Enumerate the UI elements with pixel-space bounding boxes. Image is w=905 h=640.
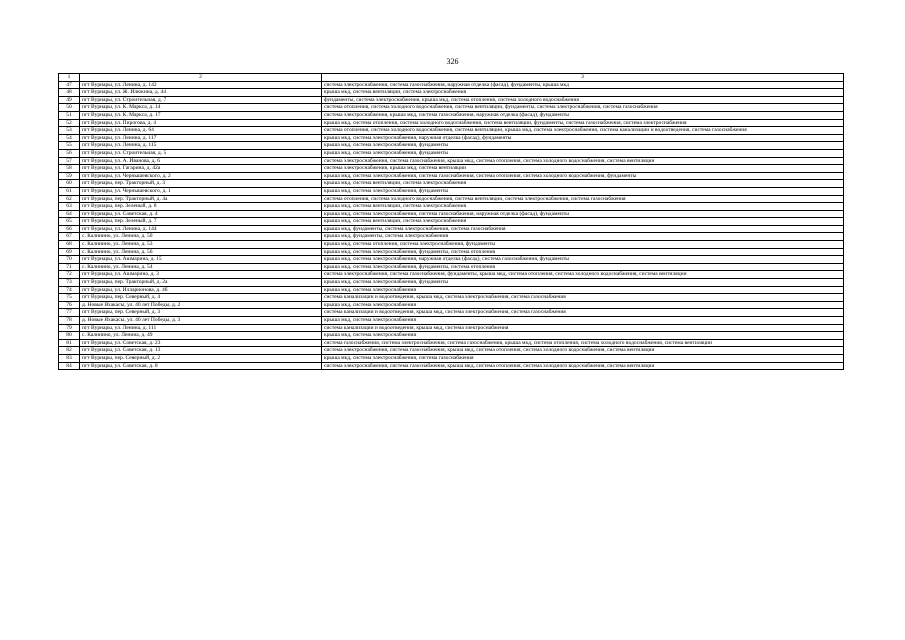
table-row bbox=[59, 195, 844, 203]
works-cell: крыша мкд, система электроснабжения, система газоснабжения, система отопления, система холодного водоснабжения, фундаменты bbox=[322, 172, 844, 180]
table-row bbox=[59, 172, 844, 180]
row-number-cell: 63 bbox=[59, 203, 80, 211]
address-cell: с. Калинино, ул. Ленина, д. 49 bbox=[80, 332, 322, 340]
works-cell: крыша мкд, система электроснабжения, фундаменты bbox=[322, 187, 844, 195]
row-number-cell: 70 bbox=[59, 256, 80, 264]
address-cell: пгт Вурнары, ул. Пирогова, д. 4 bbox=[80, 119, 322, 127]
row-number-cell: 64 bbox=[59, 210, 80, 218]
works-cell: крыша мкд, система вентиляции, система электроснабжения bbox=[322, 180, 844, 188]
address-cell: пгт Вурнары, ул. Советская, д. 23 bbox=[80, 339, 322, 347]
address-cell: пгт Вурнары, ул. А. Иванова, д. 6 bbox=[80, 157, 322, 165]
address-cell: д. Новые Яхакасы, ул. 40 лет Победы, д. 2 bbox=[80, 301, 322, 309]
row-number-cell: 52 bbox=[59, 119, 80, 127]
address-cell: пгт Вурнары, ул. Советская, д. 8 bbox=[80, 362, 322, 370]
table-row bbox=[59, 157, 844, 165]
address-cell: пгт Вурнары, ул. Чернышевского, д. 1 bbox=[80, 187, 322, 195]
address-cell: пгт Вурнары, ул. Гагарина, д. 42а bbox=[80, 165, 322, 173]
address-cell: пгт Вурнары, пер. Северный, д. 2 bbox=[80, 354, 322, 362]
row-number-cell: 49 bbox=[59, 96, 80, 104]
row-number-cell: 50 bbox=[59, 104, 80, 112]
works-cell: система отопления, система холодного водоснабжения, система вентиляции, система электроснабжения, система газоснабжения bbox=[322, 195, 844, 203]
address-cell: пгт Вурнары, ул. Ленина, д. 115 bbox=[80, 142, 322, 150]
row-number-cell: 68 bbox=[59, 241, 80, 249]
row-number-cell: 56 bbox=[59, 149, 80, 157]
address-cell: пгт Вурнары, пер. Северный, д. 4 bbox=[80, 294, 322, 302]
address-cell: пгт Вурнары, ул. Ленина, д. 144 bbox=[80, 225, 322, 233]
page-number: 326 bbox=[446, 57, 459, 66]
table-row bbox=[59, 96, 844, 104]
works-cell: крыша мкд, система электроснабжения, фундаменты bbox=[322, 142, 844, 150]
row-number-cell: 69 bbox=[59, 248, 80, 256]
table-row bbox=[59, 248, 844, 256]
address-cell: пгт Вурнары, ул. Илларионова, д. 4б bbox=[80, 286, 322, 294]
table-row bbox=[59, 332, 844, 340]
repair-works-table bbox=[58, 73, 844, 370]
works-cell: крыша мкд, система электроснабжения, наружная отделка (фасад), система газоснабжения, фундаменты bbox=[322, 256, 844, 264]
works-cell: крыша мкд, система электроснабжения, система газоснабжения, наружная отделка (фасад), фундаменты bbox=[322, 210, 844, 218]
works-cell: крыша мкд, система электроснабжения bbox=[322, 286, 844, 294]
address-cell: пгт Вурнары, ул. Строительная, д. 5 bbox=[80, 149, 322, 157]
works-cell: крыша мкд, система отопления, система электроснабжения, фундаменты bbox=[322, 241, 844, 249]
row-number-cell: 71 bbox=[59, 263, 80, 271]
row-number-cell: 73 bbox=[59, 279, 80, 287]
address-cell: с. Калинино, ул. Ленина, д. 53 bbox=[80, 241, 322, 249]
works-cell: система электроснабжения, система газоснабжения, фундаменты, крыша мкд, система отопления, система холодного водоснабжения, система вентиляции bbox=[322, 271, 844, 279]
works-cell: крыша мкд, система электроснабжения bbox=[322, 332, 844, 340]
works-cell: крыша мкд, система электроснабжения, фундаменты, система отопления bbox=[322, 248, 844, 256]
row-number-cell: 72 bbox=[59, 271, 80, 279]
row-number-cell: 48 bbox=[59, 89, 80, 97]
row-number-cell: 81 bbox=[59, 339, 80, 347]
table-row bbox=[59, 81, 844, 89]
address-cell: пгт Вурнары, пер. Тракторный, д. 4а bbox=[80, 195, 322, 203]
row-number-cell: 53 bbox=[59, 127, 80, 135]
table-row bbox=[59, 134, 844, 142]
works-cell: крыша мкд, система вентиляции, система электроснабжения bbox=[322, 203, 844, 211]
address-cell: пгт Вурнары, ул. Ашмарина, д. 15 bbox=[80, 256, 322, 264]
address-cell: пгт Вурнары, ул. Ленина, д. 117 bbox=[80, 134, 322, 142]
row-number-cell: 60 bbox=[59, 180, 80, 188]
works-cell: крыша мкд, система электроснабжения, фундаменты bbox=[322, 149, 844, 157]
table-row bbox=[59, 339, 844, 347]
row-number-cell: 58 bbox=[59, 165, 80, 173]
address-cell: пгт Вурнары, пер. Зеленый, д. 7 bbox=[80, 218, 322, 226]
works-cell: крыша мкд, фундаменты, система электроснабжения, система газоснабжения bbox=[322, 225, 844, 233]
works-cell: крыша мкд, система отопления, система холодного водоснабжения, система вентиляции, фундаменты, система газоснабжения, система электроснабжения bbox=[322, 119, 844, 127]
works-cell: система электроснабжения, крыша мкд, система вентиляции bbox=[322, 165, 844, 173]
works-cell: крыша мкд, система вентиляции, система электроснабжения bbox=[322, 218, 844, 226]
works-cell: система отопления, система холодного водоснабжения, система вентиляции, крыша мкд, система электроснабжения, система канализации и водоотведения, система газоснабжения bbox=[322, 127, 844, 135]
table-row bbox=[59, 279, 844, 287]
table-row bbox=[59, 241, 844, 249]
table-row bbox=[59, 119, 844, 127]
works-cell: крыша мкд, система электроснабжения, наружная отделка (фасад), фундаменты bbox=[322, 134, 844, 142]
works-cell: крыша мкд, система электроснабжения, фундаменты bbox=[322, 279, 844, 287]
address-cell: пгт Вурнары, ул. Ленина, д. 64 bbox=[80, 127, 322, 135]
row-number-cell: 57 bbox=[59, 157, 80, 165]
works-cell: крыша мкд, фундаменты, система электроснабжения bbox=[322, 233, 844, 241]
works-cell: крыша мкд, система электроснабжения bbox=[322, 317, 844, 325]
address-cell: пгт Вурнары, ул. Советская, д. 4 bbox=[80, 210, 322, 218]
works-cell: система электроснабжения, система газоснабжения, крыша мкд, система отопления, система холодного водоснабжения, система вентиляции bbox=[322, 362, 844, 370]
works-cell: крыша мкд, система электроснабжения bbox=[322, 301, 844, 309]
works-cell: система электроснабжения, крыша мкд, система газоснабжения, наружная отделка (фасад), фундаменты bbox=[322, 111, 844, 119]
table-row bbox=[59, 127, 844, 135]
row-number-cell: 74 bbox=[59, 286, 80, 294]
address-cell: с. Калинино, ул. Ленина, д. 50 bbox=[80, 233, 322, 241]
table-row bbox=[59, 210, 844, 218]
table-row bbox=[59, 362, 844, 370]
table-row bbox=[59, 218, 844, 226]
table-row bbox=[59, 180, 844, 188]
table-row bbox=[59, 165, 844, 173]
table-row bbox=[59, 317, 844, 325]
works-cell: система канализации и водоотведения, крыша мкд, система электроснабжения, система газоснабжения bbox=[322, 309, 844, 317]
column-number-1: 1 bbox=[59, 74, 80, 82]
table-row bbox=[59, 233, 844, 241]
table-row bbox=[59, 309, 844, 317]
address-cell: пгт Вурнары, ул. К. Маркса, д. 17 bbox=[80, 111, 322, 119]
address-cell: пгт Вурнары, пер. Зеленый, д. 8 bbox=[80, 203, 322, 211]
row-number-cell: 80 bbox=[59, 332, 80, 340]
address-cell: пгт Вурнары, ул. К. Маркса, д. 14 bbox=[80, 104, 322, 112]
table-header-row bbox=[59, 74, 844, 82]
works-cell: система отопления, система холодного водоснабжения, система вентиляции, фундаменты, система электроснабжения, система газоснабжения bbox=[322, 104, 844, 112]
row-number-cell: 76 bbox=[59, 301, 80, 309]
row-number-cell: 62 bbox=[59, 195, 80, 203]
row-number-cell: 61 bbox=[59, 187, 80, 195]
table-row bbox=[59, 104, 844, 112]
row-number-cell: 59 bbox=[59, 172, 80, 180]
table-row bbox=[59, 286, 844, 294]
row-number-cell: 83 bbox=[59, 354, 80, 362]
table-row bbox=[59, 142, 844, 150]
row-number-cell: 55 bbox=[59, 142, 80, 150]
table-row bbox=[59, 354, 844, 362]
works-cell: система электроснабжения, система газоснабжения, крыша мкд, система отопления, система холодного водоснабжения, система вентиляции bbox=[322, 347, 844, 355]
works-cell: крыша мкд, система электроснабжения, система газоснабжения bbox=[322, 354, 844, 362]
address-cell: пгт Вурнары, ул. Советская, д. 13 bbox=[80, 347, 322, 355]
row-number-cell: 65 bbox=[59, 218, 80, 226]
row-number-cell: 82 bbox=[59, 347, 80, 355]
row-number-cell: 79 bbox=[59, 324, 80, 332]
table-row bbox=[59, 149, 844, 157]
table-row bbox=[59, 89, 844, 97]
table-row bbox=[59, 111, 844, 119]
works-cell: крыша мкд, система электроснабжения, фундаменты, система отопления bbox=[322, 263, 844, 271]
row-number-cell: 78 bbox=[59, 317, 80, 325]
table-row bbox=[59, 203, 844, 211]
address-cell: с. Калинино, ул. Ленина, д. 56 bbox=[80, 248, 322, 256]
works-cell: система газоснабжения, система электроснабжения, система газоснабжения, крыша мкд, система отопления, система холодного водоснабжения, система вентиляции bbox=[322, 339, 844, 347]
works-cell: система канализации и водоотведения, крыша мкд, система электроснабжения, система газоснабжения bbox=[322, 294, 844, 302]
row-number-cell: 67 bbox=[59, 233, 80, 241]
address-cell: пгт Вурнары, ул. Ж. Илюкина, д. 44 bbox=[80, 89, 322, 97]
address-cell: пгт Вурнары, ул. Ленина, д. 142 bbox=[80, 81, 322, 89]
address-cell: пгт Вурнары, ул. Ленина, д. 111 bbox=[80, 324, 322, 332]
table-body bbox=[59, 74, 844, 370]
address-cell: пгт Вурнары, пер. Северный, д. 3 bbox=[80, 309, 322, 317]
table-row bbox=[59, 263, 844, 271]
row-number-cell: 66 bbox=[59, 225, 80, 233]
address-cell: с. Калинино, ул. Ленина, д. 54 bbox=[80, 263, 322, 271]
works-cell: система электроснабжения, система газоснабжения, крыша мкд, система отопления, система холодного водоснабжения, система вентиляции bbox=[322, 157, 844, 165]
table-row bbox=[59, 187, 844, 195]
works-cell: система канализации и водоотведения, крыша мкд, система электроснабжения bbox=[322, 324, 844, 332]
table-row bbox=[59, 271, 844, 279]
row-number-cell: 51 bbox=[59, 111, 80, 119]
table-row bbox=[59, 301, 844, 309]
works-cell: система электроснабжения, система газоснабжения, наружная отделка (фасад), фундаменты, крыша мкд bbox=[322, 81, 844, 89]
works-cell: крыша мкд, система вентиляции, система электроснабжения bbox=[322, 89, 844, 97]
table-row bbox=[59, 294, 844, 302]
column-number-3: 3 bbox=[322, 74, 844, 82]
row-number-cell: 77 bbox=[59, 309, 80, 317]
address-cell: пгт Вурнары, ул. Строительная, д. 7 bbox=[80, 96, 322, 104]
table-row bbox=[59, 347, 844, 355]
table-row bbox=[59, 256, 844, 264]
table-row bbox=[59, 324, 844, 332]
address-cell: пгт Вурнары, пер. Тракторный, д. 3 bbox=[80, 180, 322, 188]
row-number-cell: 47 bbox=[59, 81, 80, 89]
address-cell: д. Новые Яхакасы, ул. 40 лет Победы, д. 3 bbox=[80, 317, 322, 325]
address-cell: пгт Вурнары, ул. Ашмарина, д. 3 bbox=[80, 271, 322, 279]
table-row bbox=[59, 225, 844, 233]
works-cell: фундаменты, система электроснабжения, крыша мкд, система отопления, система холодного водоснабжения bbox=[322, 96, 844, 104]
row-number-cell: 54 bbox=[59, 134, 80, 142]
row-number-cell: 84 bbox=[59, 362, 80, 370]
address-cell: пгт Вурнары, ул. Чернышевского, д. 2 bbox=[80, 172, 322, 180]
row-number-cell: 75 bbox=[59, 294, 80, 302]
column-number-2: 2 bbox=[80, 74, 322, 82]
address-cell: пгт Вурнары, пер. Тракторный, д. 2а bbox=[80, 279, 322, 287]
